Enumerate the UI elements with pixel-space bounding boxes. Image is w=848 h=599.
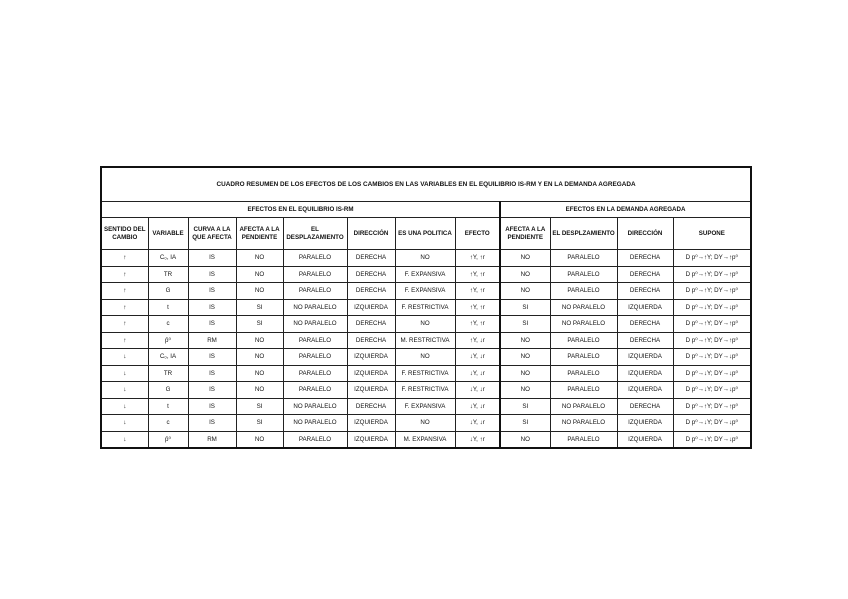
table-row — [101, 316, 751, 333]
cell-curva: IS — [188, 349, 236, 366]
summary-table — [100, 166, 752, 449]
cell-direccion: IZQUIERDA — [347, 415, 395, 432]
cell-desplazamiento: PARALELO — [283, 250, 347, 267]
cell-supone: D p⁰→↑Y; DY→↑p⁰ — [673, 332, 751, 349]
cell-variable: G — [148, 283, 188, 300]
table-row — [101, 283, 751, 300]
cell-politica: NO — [395, 250, 455, 267]
col-header-supone: SUPONE — [673, 218, 751, 250]
cell-supone: D p⁰→↑Y; DY→↑p⁰ — [673, 398, 751, 415]
cell-direccion: IZQUIERDA — [347, 349, 395, 366]
cell-da-pendiente: NO — [500, 332, 550, 349]
cell-da-direccion: DERECHA — [617, 266, 673, 283]
cell-da-pendiente: NO — [500, 283, 550, 300]
cell-desplazamiento: PARALELO — [283, 431, 347, 448]
cell-variable: C₀, IA — [148, 349, 188, 366]
cell-desplazamiento: PARALELO — [283, 382, 347, 399]
cell-curva: IS — [188, 365, 236, 382]
cell-variable: TR — [148, 365, 188, 382]
cell-direccion: IZQUIERDA — [347, 365, 395, 382]
cell-politica: F. EXPANSIVA — [395, 266, 455, 283]
cell-da-direccion: DERECHA — [617, 283, 673, 300]
cell-da-pendiente: NO — [500, 382, 550, 399]
cell-efecto: ↑Y, ↑r — [455, 250, 500, 267]
table-row — [101, 332, 751, 349]
cell-variable: p̄⁰ — [148, 431, 188, 448]
cell-desplazamiento: NO PARALELO — [283, 398, 347, 415]
cell-sentido: ↑ — [101, 283, 148, 300]
table-row — [101, 299, 751, 316]
cell-efecto: ↓Y, ↓r — [455, 415, 500, 432]
cell-da-pendiente: NO — [500, 250, 550, 267]
cell-pendiente: SI — [236, 398, 283, 415]
cell-desplazamiento: NO PARALELO — [283, 415, 347, 432]
table-row — [101, 382, 751, 399]
cell-curva: IS — [188, 316, 236, 333]
cell-da-pendiente: SI — [500, 415, 550, 432]
col-header-desplazamiento: EL DESPLAZAMIENTO — [283, 218, 347, 250]
cell-desplazamiento: NO PARALELO — [283, 316, 347, 333]
cell-pendiente: NO — [236, 365, 283, 382]
cell-curva: IS — [188, 398, 236, 415]
col-header-direccion: DIRECCIÓN — [347, 218, 395, 250]
cell-desplazamiento: NO PARALELO — [283, 299, 347, 316]
cell-direccion: DERECHA — [347, 250, 395, 267]
cell-efecto: ↓Y, ↓r — [455, 398, 500, 415]
cell-desplazamiento: PARALELO — [283, 266, 347, 283]
cell-efecto: ↓Y, ↑r — [455, 431, 500, 448]
cell-da-direccion: DERECHA — [617, 332, 673, 349]
cell-supone: D p⁰→↓Y; DY→↓p⁰ — [673, 349, 751, 366]
cell-da-pendiente: NO — [500, 431, 550, 448]
cell-pendiente: SI — [236, 415, 283, 432]
cell-pendiente: NO — [236, 250, 283, 267]
cell-variable: TR — [148, 266, 188, 283]
cell-direccion: DERECHA — [347, 266, 395, 283]
cell-direccion: DERECHA — [347, 398, 395, 415]
cell-pendiente: NO — [236, 332, 283, 349]
group-header-is-rm: EFECTOS EN EL EQUILIBRIO IS-RM — [101, 202, 500, 218]
cell-efecto: ↑Y, ↑r — [455, 316, 500, 333]
cell-desplazamiento: PARALELO — [283, 349, 347, 366]
cell-curva: IS — [188, 250, 236, 267]
col-header-pendiente: AFECTA A LA PENDIENTE — [236, 218, 283, 250]
table-row — [101, 415, 751, 432]
cell-da-pendiente: SI — [500, 299, 550, 316]
cell-politica: M. RESTRICTIVA — [395, 332, 455, 349]
cell-da-pendiente: SI — [500, 316, 550, 333]
column-headers — [101, 218, 751, 250]
cell-da-desplazamiento: PARALELO — [550, 382, 617, 399]
cell-sentido: ↓ — [101, 415, 148, 432]
cell-sentido: ↓ — [101, 365, 148, 382]
cell-da-direccion: IZQUIERDA — [617, 382, 673, 399]
cell-efecto: ↑Y, ↑r — [455, 283, 500, 300]
table-row — [101, 365, 751, 382]
col-header-da-direccion: DIRECCIÓN — [617, 218, 673, 250]
cell-variable: t — [148, 398, 188, 415]
cell-curva: IS — [188, 382, 236, 399]
cell-sentido: ↑ — [101, 316, 148, 333]
col-header-efecto: EFECTO — [455, 218, 500, 250]
cell-desplazamiento: PARALELO — [283, 332, 347, 349]
cell-supone: D p⁰→↓Y; DY→↓p⁰ — [673, 365, 751, 382]
cell-da-desplazamiento: PARALELO — [550, 283, 617, 300]
cell-da-direccion: IZQUIERDA — [617, 299, 673, 316]
cell-da-desplazamiento: NO PARALELO — [550, 299, 617, 316]
cell-da-pendiente: NO — [500, 349, 550, 366]
cell-direccion: DERECHA — [347, 332, 395, 349]
cell-da-pendiente: SI — [500, 398, 550, 415]
cell-supone: D p⁰→↑Y; DY→↑p⁰ — [673, 250, 751, 267]
cell-da-direccion: DERECHA — [617, 398, 673, 415]
cell-da-desplazamiento: NO PARALELO — [550, 398, 617, 415]
cell-da-desplazamiento: PARALELO — [550, 431, 617, 448]
cell-efecto: ↓Y, ↓r — [455, 349, 500, 366]
cell-efecto: ↓Y, ↓r — [455, 382, 500, 399]
cell-da-pendiente: NO — [500, 266, 550, 283]
cell-efecto: ↓Y, ↓r — [455, 365, 500, 382]
cell-politica: NO — [395, 349, 455, 366]
cell-sentido: ↓ — [101, 349, 148, 366]
cell-pendiente: NO — [236, 349, 283, 366]
cell-politica: NO — [395, 316, 455, 333]
cell-pendiente: NO — [236, 283, 283, 300]
cell-variable: p̄⁰ — [148, 332, 188, 349]
cell-curva: IS — [188, 283, 236, 300]
cell-curva: IS — [188, 415, 236, 432]
cell-da-desplazamiento: PARALELO — [550, 349, 617, 366]
cell-politica: F. RESTRICTIVA — [395, 299, 455, 316]
col-header-variable: VARIABLE — [148, 218, 188, 250]
cell-politica: M. EXPANSIVA — [395, 431, 455, 448]
cell-variable: c — [148, 316, 188, 333]
cell-supone: D p⁰→↓Y; DY→↓p⁰ — [673, 415, 751, 432]
group-header-demanda-agregada: EFECTOS EN LA DEMANDA AGREGADA — [500, 202, 751, 218]
cell-politica: F. EXPANSIVA — [395, 398, 455, 415]
cell-da-desplazamiento: PARALELO — [550, 250, 617, 267]
cell-variable: C₀, IA — [148, 250, 188, 267]
cell-direccion: IZQUIERDA — [347, 431, 395, 448]
cell-curva: RM — [188, 332, 236, 349]
cell-pendiente: NO — [236, 266, 283, 283]
cell-variable: c — [148, 415, 188, 432]
table-row — [101, 266, 751, 283]
cell-pendiente: SI — [236, 316, 283, 333]
cell-desplazamiento: PARALELO — [283, 283, 347, 300]
cell-sentido: ↓ — [101, 382, 148, 399]
cell-sentido: ↑ — [101, 266, 148, 283]
col-header-da-desplazamiento: EL DESPLZAMIENTO — [550, 218, 617, 250]
cell-curva: RM — [188, 431, 236, 448]
cell-direccion: IZQUIERDA — [347, 299, 395, 316]
cell-da-direccion: DERECHA — [617, 250, 673, 267]
cell-pendiente: SI — [236, 299, 283, 316]
cell-da-direccion: IZQUIERDA — [617, 349, 673, 366]
cell-desplazamiento: PARALELO — [283, 365, 347, 382]
cell-curva: IS — [188, 299, 236, 316]
cell-da-desplazamiento: NO PARALELO — [550, 316, 617, 333]
cell-supone: D p⁰→↑Y; DY→↑p⁰ — [673, 316, 751, 333]
cell-sentido: ↑ — [101, 332, 148, 349]
table-row — [101, 250, 751, 267]
cell-da-direccion: IZQUIERDA — [617, 431, 673, 448]
cell-politica: F. RESTRICTIVA — [395, 365, 455, 382]
cell-variable: G — [148, 382, 188, 399]
table-title: CUADRO RESUMEN DE LOS EFECTOS DE LOS CAMBIOS EN LAS VARIABLES EN EL EQUILIBRIO IS-RM Y EN LA DEMANDA AGREGADA — [101, 167, 751, 202]
col-header-sentido: SENTIDO DEL CAMBIO — [101, 218, 148, 250]
cell-pendiente: NO — [236, 382, 283, 399]
cell-efecto: ↑Y, ↑r — [455, 299, 500, 316]
cell-supone: D p⁰→↑Y; DY→↑p⁰ — [673, 283, 751, 300]
cell-politica: F. RESTRICTIVA — [395, 382, 455, 399]
cell-da-desplazamiento: PARALELO — [550, 332, 617, 349]
cell-supone: D p⁰→↓Y; DY→↓p⁰ — [673, 382, 751, 399]
cell-efecto: ↑Y, ↓r — [455, 332, 500, 349]
cell-da-desplazamiento: PARALELO — [550, 365, 617, 382]
cell-da-pendiente: NO — [500, 365, 550, 382]
cell-politica: F. EXPANSIVA — [395, 283, 455, 300]
col-header-curva: CURVA A LA QUE AFECTA — [188, 218, 236, 250]
cell-supone: D p⁰→↓Y; DY→↓p⁰ — [673, 431, 751, 448]
table-row — [101, 349, 751, 366]
cell-sentido: ↓ — [101, 398, 148, 415]
cell-supone: D p⁰→↑Y; DY→↑p⁰ — [673, 266, 751, 283]
cell-direccion: DERECHA — [347, 283, 395, 300]
cell-sentido: ↑ — [101, 250, 148, 267]
cell-direccion: DERECHA — [347, 316, 395, 333]
cell-da-direccion: DERECHA — [617, 316, 673, 333]
cell-direccion: IZQUIERDA — [347, 382, 395, 399]
cell-curva: IS — [188, 266, 236, 283]
table-row — [101, 431, 751, 448]
cell-sentido: ↑ — [101, 299, 148, 316]
col-header-da-pendiente: AFECTA A LA PENDIENTE — [500, 218, 550, 250]
cell-sentido: ↓ — [101, 431, 148, 448]
cell-variable: t — [148, 299, 188, 316]
cell-pendiente: NO — [236, 431, 283, 448]
cell-da-desplazamiento: NO PARALELO — [550, 415, 617, 432]
cell-da-direccion: IZQUIERDA — [617, 365, 673, 382]
col-header-politica: ES UNA POLITICA — [395, 218, 455, 250]
cell-da-desplazamiento: PARALELO — [550, 266, 617, 283]
cell-politica: NO — [395, 415, 455, 432]
cell-efecto: ↑Y, ↑r — [455, 266, 500, 283]
cell-da-direccion: IZQUIERDA — [617, 415, 673, 432]
cell-supone: D p⁰→↓Y; DY→↓p⁰ — [673, 299, 751, 316]
table-row — [101, 398, 751, 415]
